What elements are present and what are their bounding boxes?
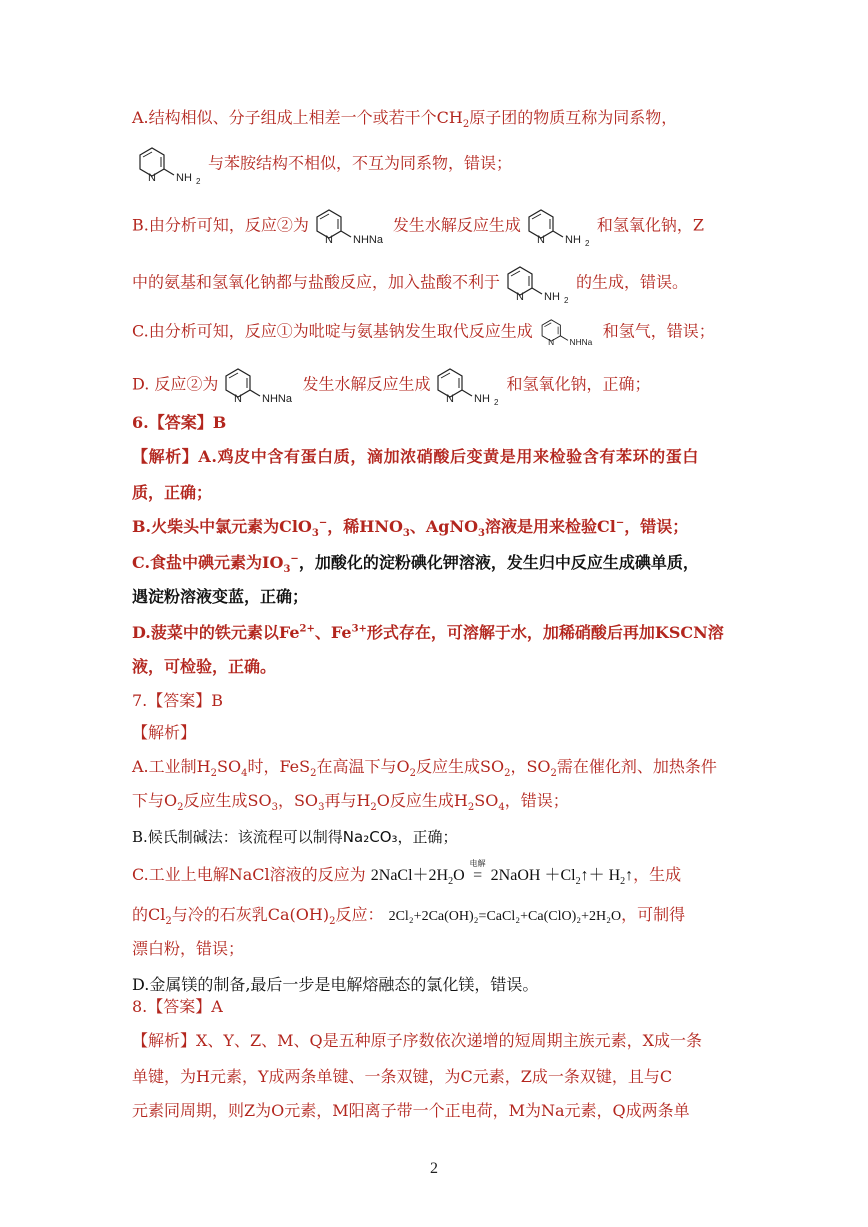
svg-text:N: N: [148, 172, 156, 184]
page-number: 2: [430, 1160, 438, 1177]
q8-answer: 8.【答案】A: [132, 997, 223, 1016]
svg-text:2: 2: [564, 296, 569, 304]
q5-option-d-line: [132, 364, 650, 406]
svg-text:NH: NH: [474, 393, 491, 405]
q5-a-text: A.结构相似、分子组成上相差一个或若干个CH: [132, 108, 463, 127]
svg-text:N: N: [547, 336, 555, 347]
q8-explanation-line2: 单键，为H元素，Y成两条单键、一条双键，为C元素，Z成一条双键，且与C: [132, 1067, 673, 1086]
q7-answer: 7.【答案】B: [132, 691, 224, 710]
q5-a2-text: 与苯胺结构不相似，不互为同系物，错误；: [208, 153, 513, 173]
pyridine-nhna-structure: [535, 316, 601, 348]
pyridine-nhna-structure: [311, 205, 391, 247]
bleach-equation: 2Cl₂+2Ca(OH)₂=CaCl₂+Ca(ClO)₂+2H₂O: [388, 909, 622, 924]
q7-explanation-heading: 【解析】: [132, 723, 197, 742]
q6-explanation-line6: D.菠菜中的铁元素以$Fe^{2+}$、$Fe^{3+}$形式存在，可溶解于水，加稀硝酸后再加KSCN溶: [132, 623, 724, 642]
q8-explanation-line1: 【解析】X、Y、Z、M、Q是五种原子序数依次递增的短周期主族元素，X成一条: [132, 1031, 702, 1050]
q5-a-tail: 原子团的物质互称为同系物，: [469, 108, 678, 127]
svg-text:NH: NH: [544, 291, 560, 303]
q5-a-sub: 2: [462, 119, 470, 131]
q5-b-pre: B.由分析可知，反应②为: [132, 215, 309, 235]
svg-text:N: N: [324, 234, 333, 246]
q5-b2-end: 的生成，错误。: [576, 272, 689, 292]
aminopyridine-structure: [432, 364, 504, 406]
q5-b2-pre: 中的氨基和氢氧化钠都与盐酸反应，加入盐酸不利于: [132, 272, 501, 292]
q6-explanation-line2: 质，正确；: [132, 483, 213, 502]
svg-text:NH: NH: [564, 234, 581, 246]
svg-text:NHNa: NHNa: [569, 336, 593, 347]
svg-text:2: 2: [584, 239, 590, 247]
q7-option-a-line1: A.工业制$H_2SO_4$时，FeS$_2$在高温下与$O_2$反应生成$SO_2$，$SO_2$需在催化剂、加热条件: [132, 757, 717, 780]
q5-option-b-line: [132, 205, 704, 247]
q5-option-a-line: [132, 107, 677, 129]
q8-explanation-line3: 元素同周期，则Z为O元素，M阳离子带一个正电荷，M为Na元素，Q成两条单: [132, 1101, 690, 1120]
svg-text:N: N: [446, 393, 455, 405]
svg-text:NH: NH: [176, 172, 192, 184]
q6-explanation-line5: 遇淀粉溶液变蓝，正确；: [132, 587, 309, 606]
svg-text:N: N: [516, 291, 524, 303]
q5-b-mid: 发生水解反应生成: [392, 215, 521, 235]
q5-option-a-line2: [132, 143, 512, 185]
q7-option-c-line1: C.工业上电解NaCl溶液的反应为 $2NaCl+2H_2O$ 电解 = 2NaOH $+Cl_2↑+$ $H_2↑$，生成: [132, 859, 682, 888]
q5-b-end: 和氢氧化钠，Z: [596, 215, 704, 235]
q5-d-pre: D. 反应②为: [132, 374, 219, 394]
q6-answer: 6.【答案】B: [132, 413, 227, 432]
svg-text:N: N: [234, 393, 243, 405]
svg-text:NHNa: NHNa: [352, 234, 383, 246]
q7-option-b-line: B.候氏制碱法：该流程可以制得Na₂CO₃，正确；: [132, 828, 458, 846]
q5-c-pre: C.由分析可知，反应①为吡啶与氨基钠发生取代反应生成: [132, 321, 533, 341]
q7-option-c-line2: 的$Cl_2$与冷的石灰乳$Ca(OH)_2$反应： 2Cl₂+2Ca(OH)₂=CaCl₂+Ca(ClO)₂+2H₂O，可制得: [132, 905, 686, 928]
q5-option-b-line2: [132, 262, 688, 304]
svg-text:N: N: [536, 234, 545, 246]
q7-option-c-line3: 漂白粉，错误；: [132, 939, 245, 958]
q7-option-d-line: D.金属镁的制备,最后一步是电解熔融态的氯化镁，错误。: [132, 975, 539, 994]
q7-option-a-line2: 下与$O_2$反应生成$SO_3$，$SO_3$再与$H_2O$反应生成$H_2SO_4$，错误；: [132, 791, 569, 814]
q5-option-c-line: [132, 316, 715, 348]
q6-explanation-line4: C.食盐中碘元素为$IO_3^-$，加酸化的淀粉碘化钾溶液，发生归中反应生成碘单质，: [132, 553, 699, 576]
aminopyridine-structure: [134, 143, 206, 185]
q5-c-end: 和氢气，错误；: [602, 321, 715, 341]
q6-explanation-line7: 液，可检验，正确。: [132, 657, 277, 676]
q6-explanation-line1: 【解析】A.鸡皮中含有蛋白质，滴加浓硝酸后变黄是用来检验含有苯环的蛋白: [132, 447, 699, 466]
aminopyridine-structure: [523, 205, 595, 247]
q6-explanation-line3: B.火柴头中氯元素为ClO$_3$−，稀$HNO_3$、AgNO$_3$溶液是用来检验Cl−，错误；: [132, 517, 689, 540]
q5-d-end: 和氢氧化钠，正确；: [506, 374, 651, 394]
pyridine-nhna-structure: [220, 364, 300, 406]
svg-text:2: 2: [196, 177, 201, 185]
svg-text:NHNa: NHNa: [262, 393, 293, 405]
svg-text:2: 2: [494, 398, 499, 406]
q5-d-mid: 发生水解反应生成: [302, 374, 431, 394]
electrolysis-equation: $2NaCl+2H_2O$ 电解 = 2NaOH $+Cl_2↑+$ $H_2↑$: [370, 859, 634, 888]
aminopyridine-structure: [502, 262, 574, 304]
